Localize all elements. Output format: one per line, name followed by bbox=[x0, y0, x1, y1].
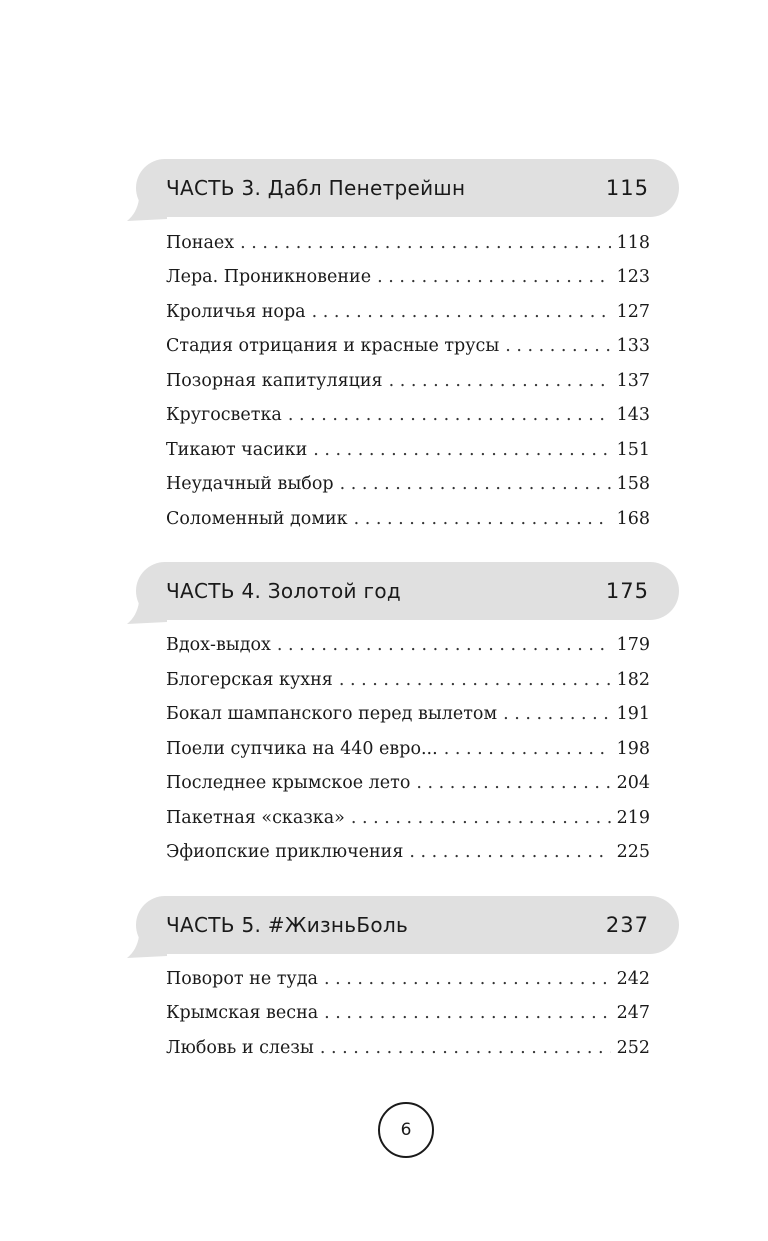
toc-entry-title: Тикают часики bbox=[166, 440, 308, 460]
toc-entry[interactable] bbox=[166, 229, 650, 257]
part-5-page: 237 bbox=[605, 913, 649, 937]
toc-entry-page: 247 bbox=[616, 1003, 650, 1023]
toc-entry-title: Кругосветка bbox=[166, 405, 282, 425]
dot-leader bbox=[505, 332, 610, 360]
toc-entry-title: Пакетная «сказка» bbox=[166, 808, 345, 828]
dot-leader bbox=[312, 298, 611, 326]
toc-entry-title: Вдох-выдох bbox=[166, 635, 271, 655]
toc-entry-title: Блогерская кухня bbox=[166, 670, 333, 690]
part-4-header bbox=[0, 562, 768, 620]
toc-entry-title: Крымская весна bbox=[166, 1003, 319, 1023]
toc-entry[interactable] bbox=[166, 332, 650, 360]
toc-entry-page: 219 bbox=[616, 808, 650, 828]
dot-leader bbox=[339, 666, 611, 694]
part-3-header bbox=[0, 159, 768, 217]
toc-entry-title: Позорная капитуляция bbox=[166, 371, 383, 391]
dot-leader bbox=[320, 1034, 611, 1062]
toc-entry[interactable] bbox=[166, 1034, 650, 1062]
toc-entry[interactable] bbox=[166, 666, 650, 694]
toc-entry-title: Последнее крымское лето bbox=[166, 773, 411, 793]
toc-entry-page: 242 bbox=[616, 969, 650, 989]
toc-entry-page: 127 bbox=[616, 302, 650, 322]
toc-entry[interactable] bbox=[166, 735, 650, 763]
dot-leader bbox=[416, 769, 610, 797]
toc-entry-page: 151 bbox=[616, 440, 650, 460]
dot-leader bbox=[288, 401, 611, 429]
dot-leader bbox=[377, 263, 611, 291]
toc-entry[interactable] bbox=[166, 999, 650, 1027]
toc-entry-title: Лера. Проникновение bbox=[166, 267, 372, 287]
part-4-title[interactable]: ЧАСТЬ 4. Золотой год bbox=[166, 579, 401, 603]
part-5-header bbox=[0, 896, 768, 954]
toc-entry-title: Понаех bbox=[166, 233, 235, 253]
toc-entry[interactable] bbox=[166, 367, 650, 395]
dot-leader bbox=[503, 700, 611, 728]
dot-leader bbox=[340, 470, 611, 498]
toc-entry-title: Любовь и слезы bbox=[166, 1038, 314, 1058]
toc-entry[interactable] bbox=[166, 470, 650, 498]
toc-entry-title: Бокал шампанского перед вылетом bbox=[166, 704, 498, 724]
dot-leader bbox=[444, 735, 611, 763]
toc-entry[interactable] bbox=[166, 965, 650, 993]
toc-entry[interactable] bbox=[166, 804, 650, 832]
toc-entry[interactable] bbox=[166, 401, 650, 429]
toc-entry-title: Соломенный домик bbox=[166, 509, 348, 529]
toc-entry-title: Эфиопские приключения bbox=[166, 842, 404, 862]
toc-entry[interactable] bbox=[166, 631, 650, 659]
toc-entry-page: 118 bbox=[616, 233, 650, 253]
toc-entry-page: 137 bbox=[616, 371, 650, 391]
dot-leader bbox=[354, 505, 611, 533]
toc-entry-page: 133 bbox=[616, 336, 650, 356]
part-3-title[interactable]: ЧАСТЬ 3. Дабл Пенетрейшн bbox=[166, 176, 466, 200]
part-3-page: 115 bbox=[605, 176, 649, 200]
toc-entry[interactable] bbox=[166, 769, 650, 797]
toc-entry-page: 252 bbox=[616, 1038, 650, 1058]
toc-entry-page: 123 bbox=[616, 267, 650, 287]
toc-entry[interactable] bbox=[166, 505, 650, 533]
toc-entry-title: Поворот не туда bbox=[166, 969, 318, 989]
toc-entry-page: 182 bbox=[616, 670, 650, 690]
toc-entry[interactable] bbox=[166, 298, 650, 326]
part-5-title[interactable]: ЧАСТЬ 5. #ЖизньБоль bbox=[166, 913, 409, 937]
toc-entry-title: Кроличья нора bbox=[166, 302, 306, 322]
toc-entry[interactable] bbox=[166, 700, 650, 728]
toc-entry-page: 198 bbox=[616, 739, 650, 759]
dot-leader bbox=[277, 631, 611, 659]
part-4-page: 175 bbox=[605, 579, 649, 603]
page-number: 6 bbox=[378, 1102, 434, 1158]
toc-entry-title: Стадия отрицания и красные трусы bbox=[166, 336, 500, 356]
toc-entry-page: 158 bbox=[616, 474, 650, 494]
toc-entry-page: 143 bbox=[616, 405, 650, 425]
dot-leader bbox=[389, 367, 611, 395]
toc-entry-page: 204 bbox=[616, 773, 650, 793]
dot-leader bbox=[351, 804, 611, 832]
dot-leader bbox=[324, 999, 610, 1027]
toc-entry-title: Поели супчика на 440 евро... bbox=[166, 739, 438, 759]
toc-entry-title: Неудачный выбор bbox=[166, 474, 334, 494]
toc-entry-page: 191 bbox=[616, 704, 650, 724]
toc-entry-page: 168 bbox=[616, 509, 650, 529]
toc-entry-page: 179 bbox=[616, 635, 650, 655]
dot-leader bbox=[324, 965, 611, 993]
dot-leader bbox=[313, 436, 610, 464]
toc-entry[interactable] bbox=[166, 263, 650, 291]
dot-leader bbox=[240, 229, 610, 257]
toc-entry-page: 225 bbox=[616, 842, 650, 862]
toc-entry[interactable] bbox=[166, 436, 650, 464]
toc-entry[interactable] bbox=[166, 838, 650, 866]
dot-leader bbox=[409, 838, 610, 866]
